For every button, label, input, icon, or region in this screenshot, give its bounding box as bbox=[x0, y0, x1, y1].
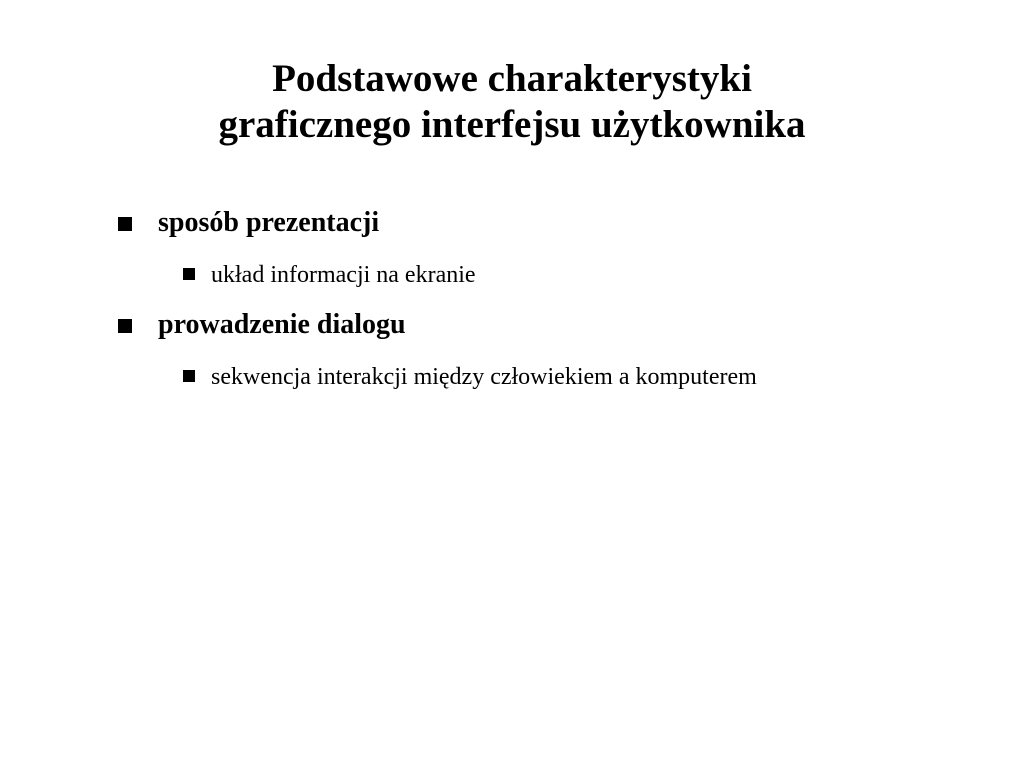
bullet-item-presentation bbox=[118, 207, 379, 239]
square-bullet-icon bbox=[183, 268, 195, 280]
title-line-1: Podstawowe charakterystyki bbox=[272, 57, 752, 100]
bullet-label: prowadzenie dialogu bbox=[158, 309, 406, 340]
bullet-label: sposób prezentacji bbox=[158, 207, 380, 238]
sub-bullet-text: sekwencja interakcji między człowiekiem a komputerem bbox=[211, 364, 757, 390]
sub-bullet-item-interaction bbox=[183, 361, 791, 393]
bullet-item-dialogue bbox=[118, 309, 406, 341]
square-bullet-icon bbox=[183, 370, 195, 382]
sub-bullet-item-layout bbox=[183, 259, 791, 291]
title-line-2: graficznego interfejsu użytkownika bbox=[218, 103, 806, 146]
square-bullet-icon bbox=[118, 217, 132, 231]
square-bullet-icon bbox=[118, 319, 132, 333]
sub-bullet-text: układ informacji na ekranie bbox=[211, 262, 476, 288]
slide-title bbox=[0, 56, 1024, 148]
